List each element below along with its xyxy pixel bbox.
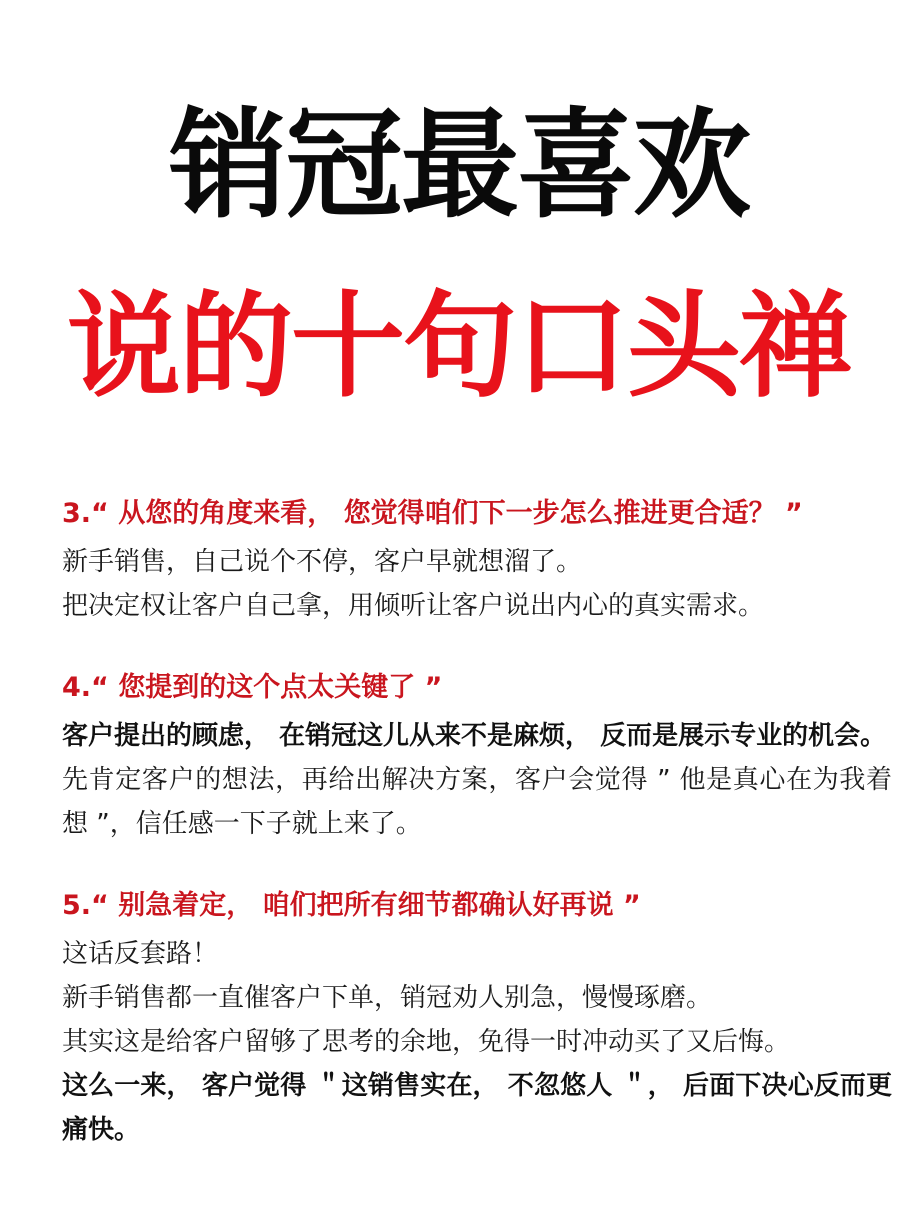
tip-paragraph: 这么一来， 客户觉得 ＂这销售实在， 不忽悠人 ＂， 后面下决心反而更痛快。 [62, 1071, 892, 1145]
tip-paragraph: 新手销售都一直催客户下单，销冠劝人别急，慢慢琢磨。 [62, 983, 713, 1013]
article-body [62, 492, 892, 1190]
tip-heading: 4.“ 您提到的这个点太关键了 ” [62, 672, 443, 703]
tip-paragraph: 其实这是给客户留够了思考的余地，免得一时冲动买了又后悔。 [62, 1027, 791, 1057]
tip-paragraph: 先肯定客户的想法，再给出解决方案，客户会觉得 ” 他是真心在为我着想 ”，信任感一下子就上来了。 [62, 765, 892, 839]
tip-heading: 3.“ 从您的角度来看， 您觉得咱们下一步怎么推进更合适？ ” [62, 498, 803, 529]
tip-paragraph: 新手销售，自己说个不停，客户早就想溜了。 [62, 547, 583, 577]
page-title: 销冠最喜欢 [168, 96, 749, 234]
tip-section-3 [62, 492, 892, 628]
tip-paragraph: 客户提出的顾虑， 在销冠这儿从来不是麻烦， 反而是展示专业的机会。 [62, 721, 887, 751]
tip-section-5 [62, 884, 892, 1152]
tip-section-4 [62, 666, 892, 846]
tip-heading: 5.“ 别急着定， 咱们把所有细节都确认好再说 ” [62, 890, 641, 921]
page-subtitle: 说的十句口头禅 [66, 280, 851, 413]
tip-paragraph: 这话反套路！ [62, 939, 219, 969]
tip-paragraph: 把决定权让客户自己拿，用倾听让客户说出内心的真实需求。 [62, 591, 765, 621]
